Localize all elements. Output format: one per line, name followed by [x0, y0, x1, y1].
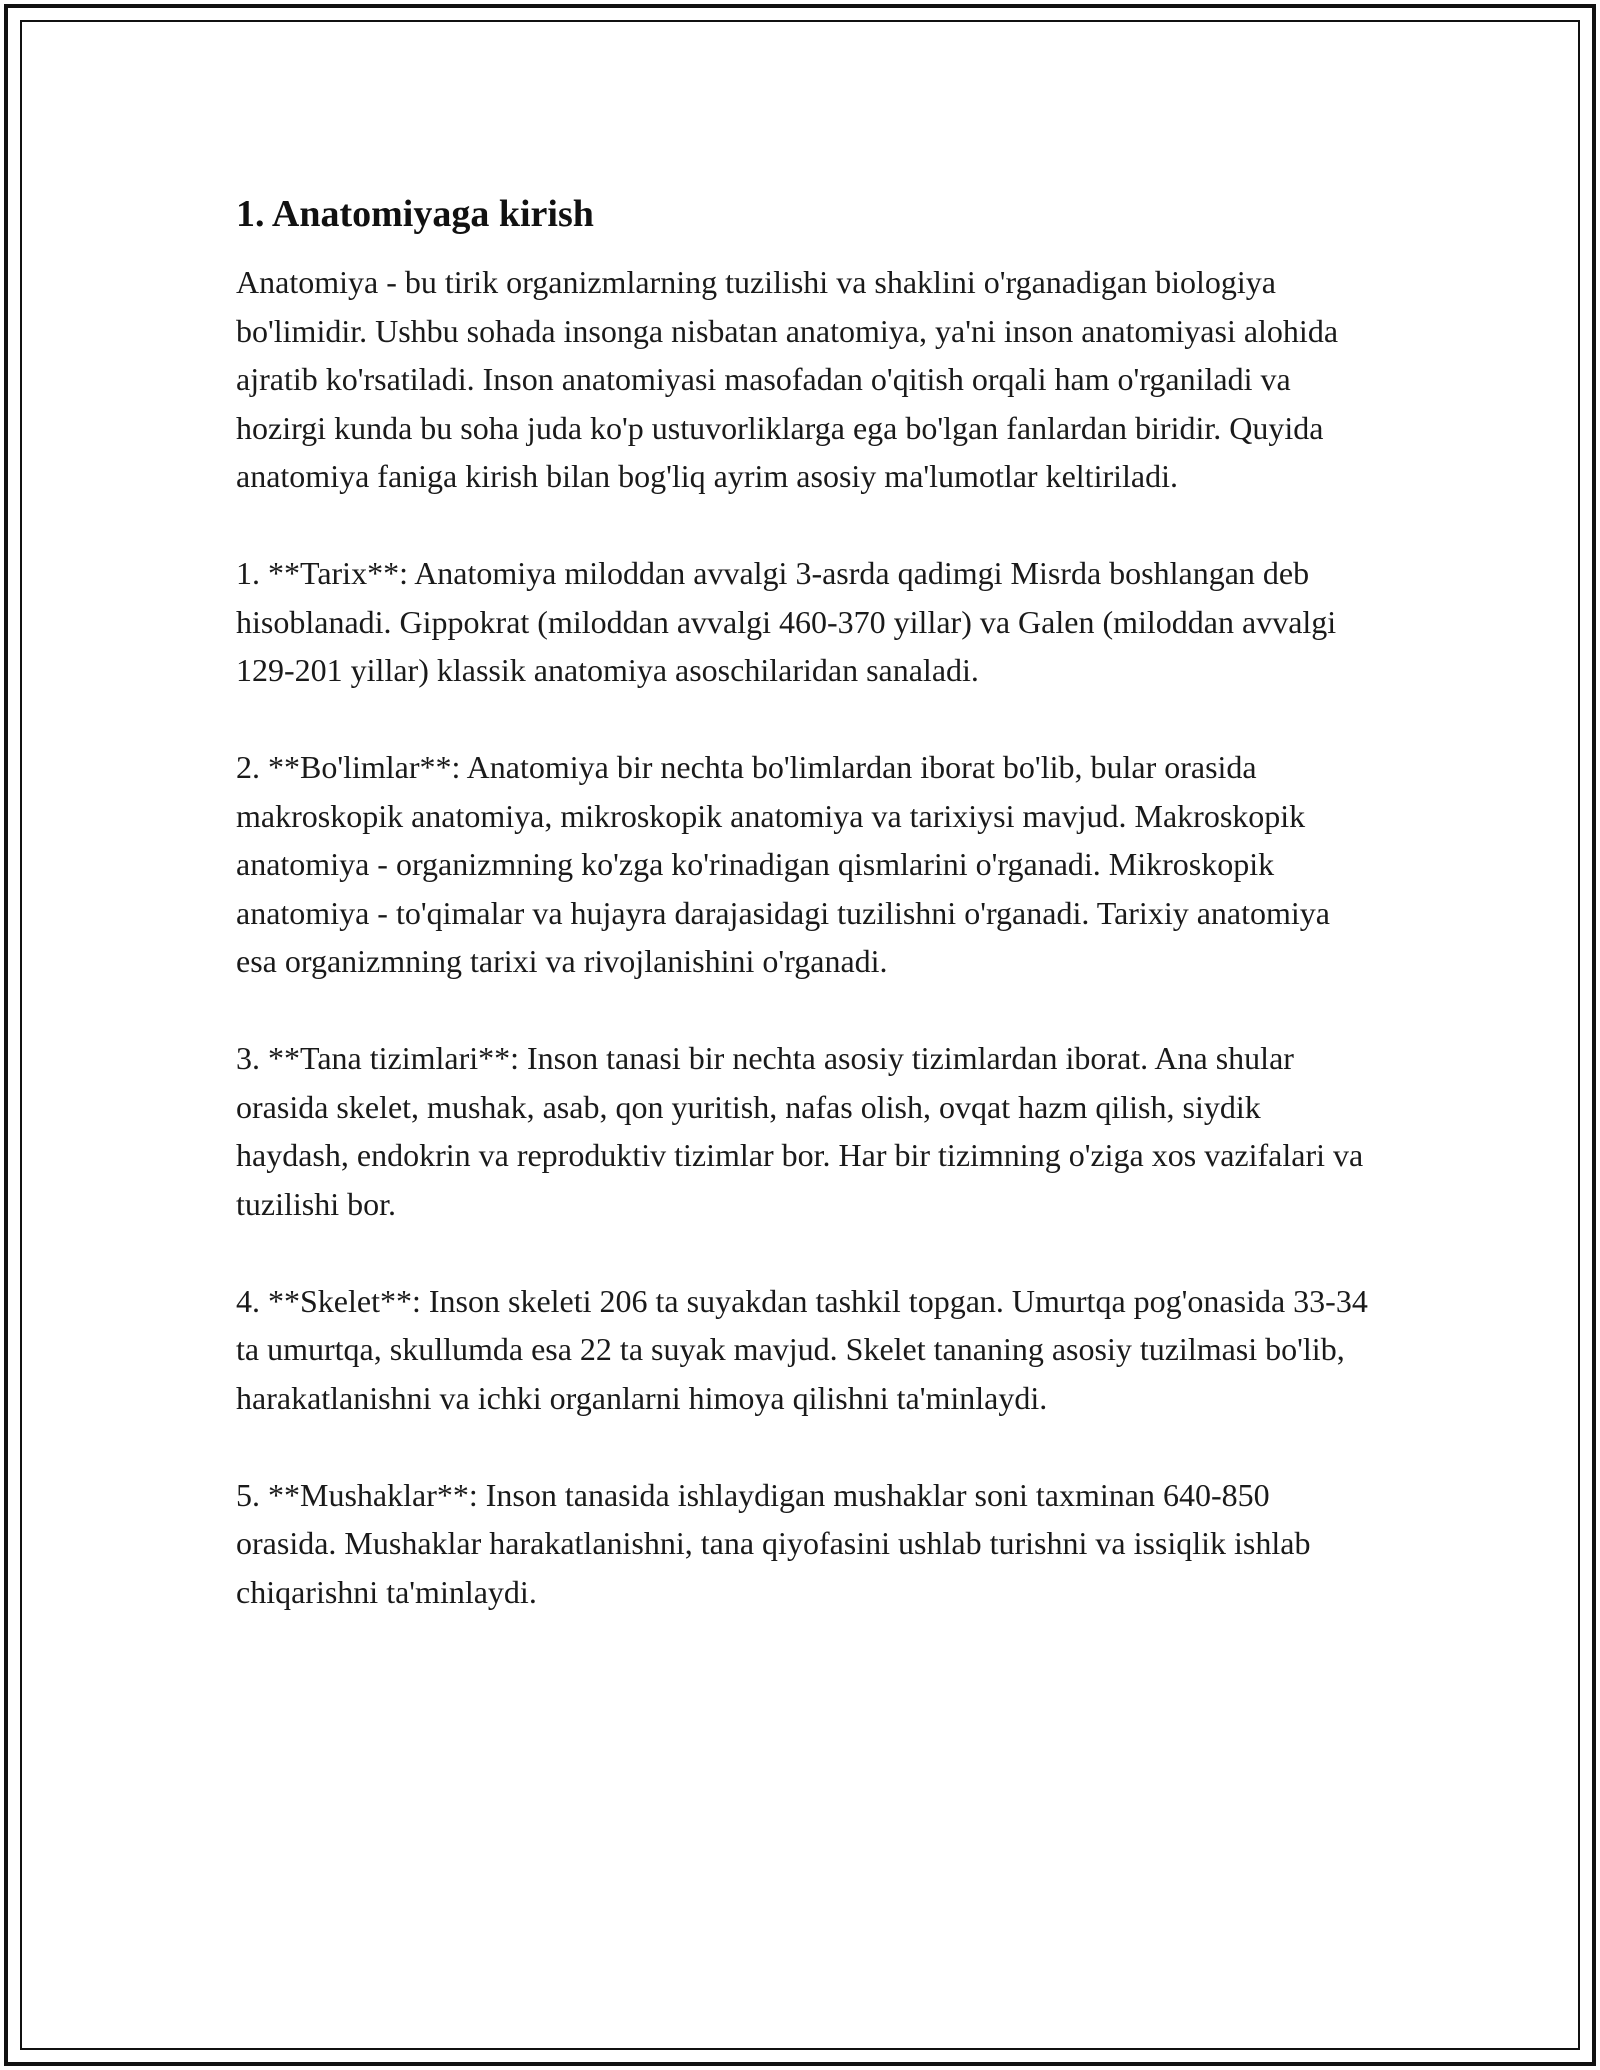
paragraph-mushaklar: 5. **Mushaklar**: Inson tanasida ishlaydigan mushaklar soni taxminan 640-850 orasida. Mushaklar harakatlanishni, tana qiyofasini ushlab turishni va issiqlik ishlab chiqarishni ta'minlaydi. — [236, 1476, 1311, 1610]
document-body — [236, 182, 1376, 1616]
paragraph-skelet: 4. **Skelet**: Inson skeleti 206 ta suyakdan tashkil topgan. Umurtqa pog'onasida 33-34 ta umurtqa, skullumda esa 22 ta suyak mavjud. Skelet tananing asosiy tuzilmasi bo'lib, harakatlanishni va ichki organlarni himoya qilishni ta'minlaydi. — [236, 1282, 1368, 1416]
paragraph-bolimlar: 2. **Bo'limlar**: Anatomiya bir nechta bo'limlardan iborat bo'lib, bular orasida makroskopik anatomiya, mikroskopik anatomiya va tarixiysi mavjud. Makroskopik anatomiya - organizmning ko'zga ko'rinadigan qismlarini o'rganadi. Mikroskopik anatomiya - to'qimalar va hujayra darajasidagi tuzilishni o'rganadi. Tarixiy anatomiya esa organizmning tarixi va rivojlanishini o'rganadi. — [236, 749, 1330, 979]
document-title: 1. Anatomiyaga kirish — [236, 193, 594, 235]
paragraph-intro: Anatomiya - bu tirik organizmlarning tuzilishi va shaklini o'rganadigan biologiya bo'limidir. Ushbu sohada insonga nisbatan anatomiya, ya'ni inson anatomiyasi alohida ajratib ko'rsatiladi. Inson anatomiyasi masofadan o'qitish orqali ham o'rganiladi va hozirgi kunda bu soha juda ko'p ustuvorliklarga ega bo'lgan fanlardan biridir. Quyida anatomiya faniga kirish bilan bog'liq ayrim asosiy ma'lumotlar keltiriladi. — [236, 264, 1339, 494]
paragraph-tarix: 1. **Tarix**: Anatomiya miloddan avvalgi 3-asrda qadimgi Misrda boshlangan deb hisoblanadi. Gippokrat (miloddan avvalgi 460-370 yillar) va Galen (miloddan avvalgi 129-201 yillar) klassik anatomiya asoschilaridan sanaladi. — [236, 555, 1337, 688]
paragraph-tana-tizimlari: 3. **Tana tizimlari**: Inson tanasi bir nechta asosiy tizimlardan iborat. Ana shular orasida skelet, mushak, asab, qon yuritish, nafas olish, ovqat hazm qilish, siydik haydash, endokrin va reproduktiv tizimlar bor. Har bir tizimning o'ziga xos vazifalari va tuzilishi bor. — [236, 1040, 1364, 1222]
